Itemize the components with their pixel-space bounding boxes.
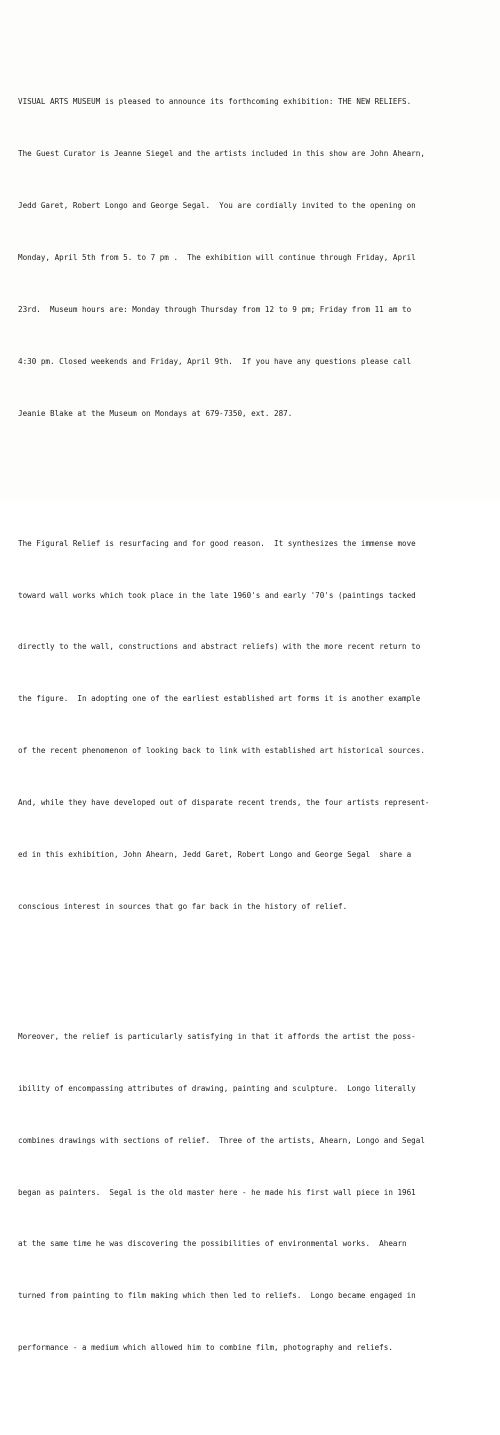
text-line: The Guest Curator is Jeanne Siegel and the artists included in this show are John Ahearn, bbox=[18, 149, 425, 159]
text-line: turned from painting to film making which then led to reliefs. Longo became engaged in bbox=[18, 1291, 416, 1301]
text-line: of the recent phenomenon of looking back to link with established art historical sources. bbox=[18, 746, 425, 756]
text-line: at the same time he was discovering the possibilities of environmental works. Ahearn bbox=[18, 1239, 407, 1249]
text-line: the figure. In adopting one of the earliest established art forms it is another example bbox=[18, 694, 421, 704]
text-line: began as painters. Segal is the old master here - he made his first wall piece in 1961 bbox=[18, 1187, 416, 1197]
text-line: The Figural Relief is resurfacing and for good reason. It synthesizes the immense move bbox=[18, 538, 416, 548]
text-line: 4:30 pm. Closed weekends and Friday, April 9th. If you have any questions please call bbox=[18, 356, 412, 366]
text-line: 23rd. Museum hours are: Monday through Thursday from 12 to 9 pm; Friday from 11 am to bbox=[18, 304, 412, 314]
document-body bbox=[18, 24, 494, 1435]
text-line: Jeanie Blake at the Museum on Mondays at 679-7350, ext. 287. bbox=[18, 408, 293, 418]
paragraph-announcement bbox=[18, 59, 494, 457]
text-line: ed in this exhibition, John Ahearn, Jedd Garet, Robert Longo and George Segal share a bbox=[18, 849, 412, 859]
paragraph-moreover bbox=[18, 993, 494, 1391]
text-line: directly to the wall, constructions and abstract reliefs) with the more recent return to bbox=[18, 642, 421, 652]
text-line: conscious interest in sources that go far back in the history of relief. bbox=[18, 901, 348, 911]
paragraph-figural-relief bbox=[18, 500, 494, 950]
text-line: Jedd Garet, Robert Longo and George Segal. You are cordially invited to the opening on bbox=[18, 200, 416, 210]
text-line: Moreover, the relief is particularly satisfying in that it affords the artist the poss- bbox=[18, 1031, 416, 1041]
text-line: ibility of encompassing attributes of drawing, painting and sculpture. Longo literally bbox=[18, 1083, 416, 1093]
text-line: Monday, April 5th from 5. to 7 pm . The exhibition will continue through Friday, April bbox=[18, 252, 416, 262]
text-line: And, while they have developed out of disparate recent trends, the four artists represent- bbox=[18, 798, 430, 808]
text-line: combines drawings with sections of relief. Three of the artists, Ahearn, Longo and Segal bbox=[18, 1135, 425, 1145]
text-line: VISUAL ARTS MUSEUM is pleased to announce its forthcoming exhibition: THE NEW RELIEFS. bbox=[18, 97, 412, 107]
text-line: performance - a medium which allowed him to combine film, photography and reliefs. bbox=[18, 1343, 393, 1353]
text-line: toward wall works which took place in the late 1960's and early '70's (paintings tacked bbox=[18, 590, 416, 600]
